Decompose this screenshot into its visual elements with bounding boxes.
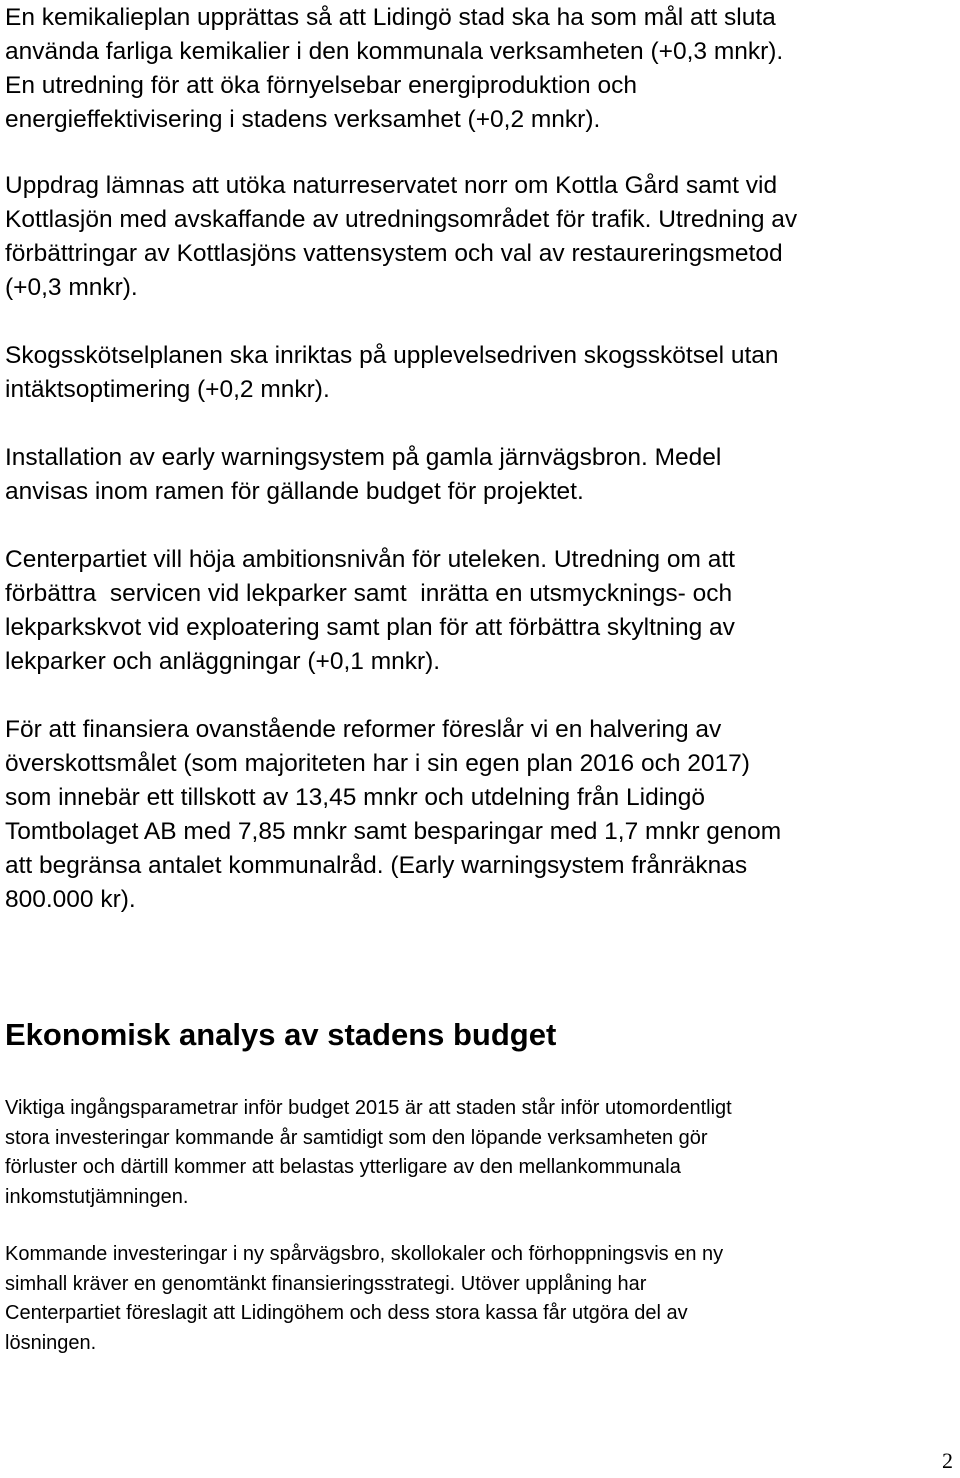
- paragraph-utelek: [5, 543, 957, 679]
- text-line: lekparkskvot vid exploatering samt plan för att förbättra skyltning av: [5, 614, 735, 641]
- text-line: Skogsskötselplanen ska inriktas på upplevelsedriven skogsskötsel utan: [5, 342, 779, 369]
- text-line: lekparker och anläggningar (+0,1 mnkr).: [5, 648, 441, 675]
- text-line: att begränsa antalet kommunalråd. (Early warningsystem frånräknas: [5, 852, 748, 879]
- text-line: För att finansiera ovanstående reformer föreslår vi en halvering av: [5, 716, 722, 743]
- text-line: som innebär ett tillskott av 13,45 mnkr och utdelning från Lidingö: [5, 784, 706, 811]
- text-line: Kommande investeringar i ny spårvägsbro, skollokaler och förhoppningsvis en ny: [5, 1243, 724, 1265]
- text-line: intäktsoptimering (+0,2 mnkr).: [5, 376, 330, 403]
- paragraph-investeringar: [5, 1240, 957, 1358]
- text-line: Kottlasjön med avskaffande av utredningsområdet för trafik. Utredning av: [5, 206, 798, 233]
- text-line: förbättra servicen vid lekparker samt inrätta en utsmycknings- och: [5, 580, 733, 607]
- paragraph-finansiering: [5, 713, 957, 917]
- text-line: Tomtbolaget AB med 7,85 mnkr samt besparingar med 1,7 mnkr genom: [5, 818, 782, 845]
- text-line: lösningen.: [5, 1331, 97, 1354]
- text-line: förluster och därtill kommer att belastas ytterligare av den mellankommunala: [5, 1156, 681, 1178]
- text-line: stora investeringar kommande år samtidigt som den löpande verksamheten gör: [5, 1126, 708, 1149]
- text-line: inkomstutjämningen.: [5, 1185, 189, 1208]
- paragraph-ingangsparametrar: [5, 1094, 957, 1212]
- paragraph-early-warning: [5, 441, 957, 509]
- text-line: Centerpartiet vill höja ambitionsnivån för uteleken. Utredning om att: [5, 546, 735, 573]
- text-line: (+0,3 mnkr).: [5, 274, 138, 301]
- text-line: Viktiga ingångsparametrar inför budget 2015 är att staden står inför utomordentligt: [5, 1097, 732, 1119]
- text-line: En utredning för att öka förnyelsebar energiproduktion och: [5, 72, 637, 99]
- text-line: 800.000 kr).: [5, 886, 136, 913]
- text-line: simhall kräver en genomtänkt finansieringsstrategi. Utöver upplåning har: [5, 1272, 647, 1295]
- text-line: överskottsmålet (som majoriteten har i sin egen plan 2016 och 2017): [5, 750, 750, 777]
- paragraph-kemikalieplan: [5, 1, 957, 137]
- text-line: energieffektivisering i stadens verksamhet (+0,2 mnkr).: [5, 106, 601, 133]
- text-line: förbättringar av Kottlasjöns vattensystem och val av restaureringsmetod: [5, 240, 783, 267]
- paragraph-kottla: [5, 169, 957, 305]
- text-line: använda farliga kemikalier i den kommunala verksamheten (+0,3 mnkr).: [5, 38, 784, 65]
- page-number: 2: [942, 1448, 953, 1473]
- text-line: En kemikalieplan upprättas så att Lidingö stad ska ha som mål att sluta: [5, 4, 776, 31]
- text-line: anvisas inom ramen för gällande budget för projektet.: [5, 478, 584, 505]
- text-line: Uppdrag lämnas att utöka naturreservatet norr om Kottla Gård samt vid: [5, 172, 778, 199]
- paragraph-skogsskotsel: [5, 339, 957, 407]
- section-heading: Ekonomisk analys av stadens budget: [5, 1017, 557, 1052]
- text-line: Centerpartiet föreslagit att Lidingöhem och dess stora kassa får utgöra del av: [5, 1302, 688, 1324]
- text-line: Installation av early warningsystem på gamla järnvägsbron. Medel: [5, 444, 722, 471]
